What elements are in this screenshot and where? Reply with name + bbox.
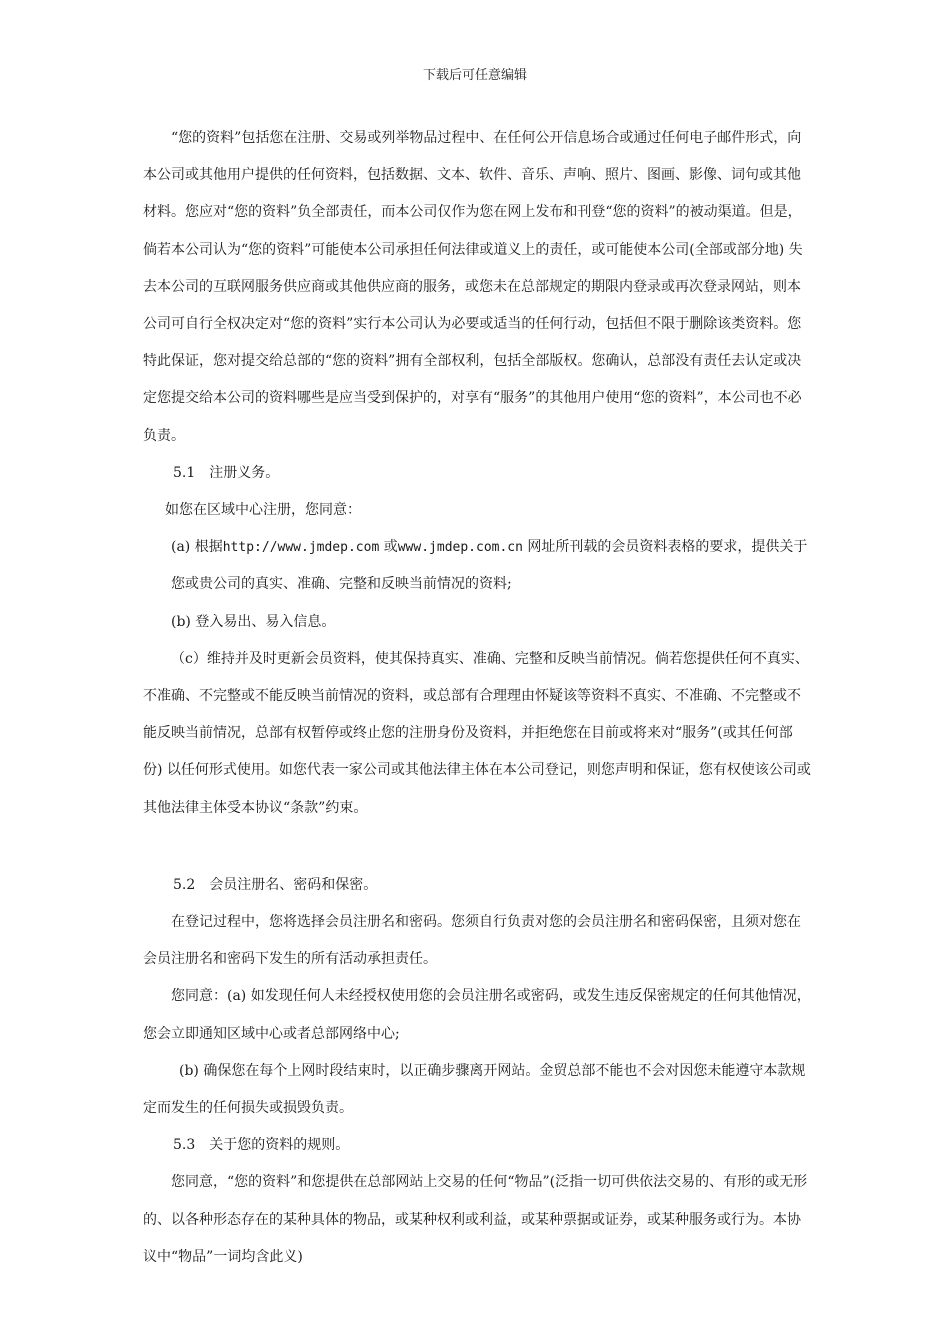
section-5-1-item-c: （c）维持并及时更新会员资料，使其保持真实、准确、完整和反映当前情况。倘若您提供任何不真实、不准确、不完整或不能反映当前情况的资料，或总部有合理理由怀疑该等资料不真实、不准确、不完整或不能反映当前情况，总部有权暂停或终止您的注册身份及资料，并拒绝您在目前或将来对“服务”(或其任何部份) 以任何形式使用。如您代表一家公司或其他法律主体在本公司登记，则您声明和保证，您有权使该公司或其他法律主体受本协议“条款”约束。 [143, 650, 811, 816]
item-a-or: 或 [379, 539, 398, 556]
section-5-1-title: 5.1 注册义务。 [173, 464, 280, 481]
section-5-1-intro: 如您在区域中心注册，您同意： [165, 502, 361, 519]
spacer [143, 827, 811, 867]
url-link-1: http://www.jmdep.com [222, 540, 380, 556]
section-5-2-item-b: (b) 确保您在每个上网时段结束时，以正确步骤离开网站。金贸总部不能也不会对因您未能遵守本款规定而发生的任何损失或损毁负责。 [143, 1062, 806, 1117]
item-a-prefix: (a) 根据 [171, 539, 223, 556]
section-5-2-paragraph-2: 您同意：(a) 如发现任何人未经授权使用您的会员注册名或密码，或发生违反保密规定的任何其他情况，您会立即通知区域中心或者总部网络中心; [143, 988, 811, 1042]
section-5-2-paragraph-1: 在登记过程中，您将选择会员注册名和密码。您须自行负责对您的会员注册名和密码保密，且须对您在会员注册名和密码下发生的所有活动承担责任。 [143, 914, 801, 968]
url-link-2: www.jmdep.com.cn [397, 540, 523, 556]
section-5-3-title: 5.3 关于您的资料的规则。 [173, 1137, 350, 1154]
section-5-1-item-a [143, 529, 811, 603]
document-body [143, 120, 811, 1276]
item-a-rest: 网址所刊载的会员资料表格的要求，提供关于您或贵公司的真实、准确、完整和反映当前情况的资料; [171, 539, 808, 593]
section-5-3-paragraph-1: 您同意，“您的资料”和您提供在总部网站上交易的任何“物品”(泛指一切可供依法交易的、有形的或无形的、以各种形态存在的某种具体的物品，或某种权利或利益，或某种票据或证券，或某种服务或行为。本协议中“物品”一词均含此义) [143, 1174, 808, 1265]
section-5-1-item-b: (b) 登入易出、易入信息。 [171, 613, 336, 630]
paragraph-your-data: “您的资料”包括您在注册、交易或列举物品过程中、在任何公开信息场合或通过任何电子邮件形式，向本公司或其他用户提供的任何资料，包括数据、文本、软件、音乐、声响、照片、图画、影像、词句或其他材料。您应对“您的资料”负全部责任，而本公司仅作为您在网上发布和刊登“您的资料”的被动渠道。但是，倘若本公司认为“您的资料”可能使本公司承担任何法律或道义上的责任，或可能使本公司(全部或部分地) 失去本公司的互联网服务供应商或其他供应商的服务，或您未在总部规定的期限内登录或再次登录网站，则本公司可自行全权决定对“您的资料”实行本公司认为必要或适当的任何行动，包括但不限于删除该类资料。您特此保证，您对提交给总部的“您的资料”拥有全部权利，包括全部版权。您确认，总部没有责任去认定或决定您提交给本公司的资料哪些是应当受到保护的，对享有“服务”的其他用户使用“您的资料”，本公司也不必负责。 [143, 130, 803, 444]
section-5-2-title: 5.2 会员注册名、密码和保密。 [173, 876, 378, 893]
page-header: 下载后可任意编辑 [422, 68, 527, 83]
